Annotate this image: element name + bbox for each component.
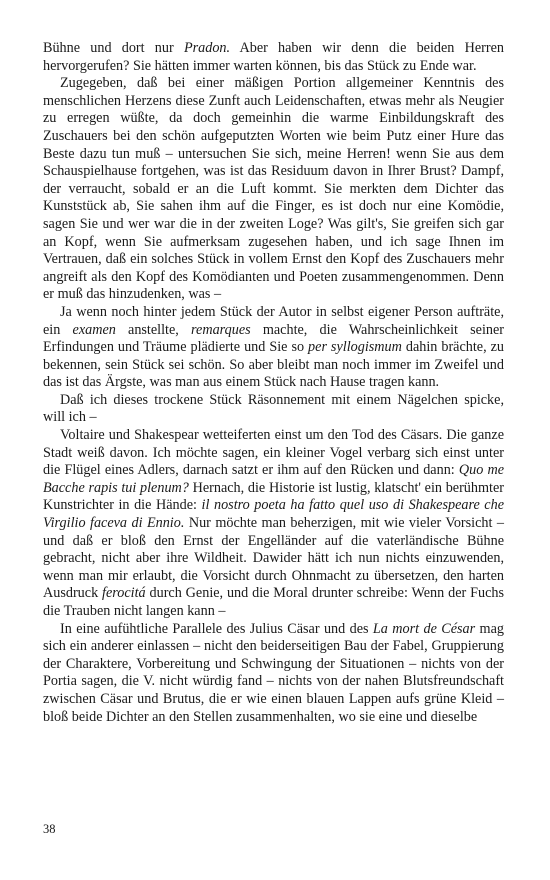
italic-text-run: Quo me Bacche rapis tui plenum? xyxy=(43,462,504,496)
text-run: Bühne und dort nur xyxy=(43,40,184,56)
italic-text-run: La mort de César xyxy=(372,620,476,637)
text-run: Ja wenn noch hinter jedem Stück der Autor in selbst eigener Person aufträte, ein xyxy=(43,303,504,338)
text-run: dahin brächte, zu bekennen, sein Stück sei schön. So aber bleibt man noch immer im Zweifel und das ist das Ärgste, was man aus einem Stück nach Hause tragen kann. xyxy=(43,339,505,391)
italic-text-run: per syllogismum xyxy=(308,339,402,356)
italic-text-run: remarques xyxy=(191,321,251,338)
text-run: Hernach, die Historie ist lustig, klatscht' ein berühmter Kunstrichter in die Hände: xyxy=(43,479,504,514)
text-run: durch Genie, und die Moral drunter schreibe: Wenn der Fuchs die Trauben nicht langen kann – xyxy=(43,585,504,619)
italic-text-run: ferocitá xyxy=(102,585,146,602)
page-number: 38 xyxy=(43,822,56,836)
text-run: Voltaire und Shakespear wetteiferten einst um den Tod des Cäsars. Die ganze Stadt weiß davon. Ich möchte sagen, ein kleiner Vogel verbarg sich einst unter die Flügel eines Adlers, darnach satzt er ihm auf den Rücken und dann: xyxy=(43,427,504,479)
paragraph xyxy=(43,621,504,727)
text-run: Nur möchte man beherzigen, mit wie vieler Vorsicht – und daß er bloß den Ernst der Engelländer auf die vaterländische Bühne gebracht, nicht aber ihre Wildheit. Dawider hätt ich nun nichts einzuwenden, wenn man mir erlaubt, die Vorsicht durch Ohnmacht zu übersetzen, den harten Ausdruck xyxy=(43,515,504,602)
italic-text-run: Pradon. xyxy=(183,40,231,56)
book-page-text xyxy=(43,40,504,726)
paragraph xyxy=(43,75,504,304)
text-run: anstellte, xyxy=(115,321,192,338)
text-run: Daß ich dieses trockene Stück Räsonnement mit einem Nägelchen spicke, will ich – xyxy=(43,391,504,426)
text-run: In eine aufühtliche Parallele des Julius Cäsar und des xyxy=(60,620,373,637)
text-run: machte, die Wahrscheinlichkeit seiner Erfindungen und Träume plädierte und Sie so xyxy=(43,321,505,356)
text-run: Zugegeben, daß bei einer mäßigen Portion allgemeiner Kenntnis des menschlichen Herzens diese Zunft auch Leidenschaften, etwas mehr als Neugier zu erregen wüßte, da doch gemeinhin die warme Einbildungskraft des Zuschauers bei den schön aufgeputzten Worten wie beim Putz einer Hure das Beste dazu tun muß – untersuchen Sie sich, meine Herren! wenn Sie aus dem Schauspielhause fortgehen, was ist das Residuum davon in Ihrer Brust? Dampf, der verraucht, sobald er an die Luft kommt. Sie merkten dem Dichter das Kunststück ab, Sie sahen ihm auf die Finger, es ist doch nur eine Komödie, sagen Sie und wer war die in der zweiten Loge? Was gilt's, Sie greifen sich gar an Kopf, wenn Sie aufmerksam zugesehen haben, und ich sage Ihnen im Vertrauen, daß ein solches Stück in vollem Ernst den Kopf des Zuschauers mehr angreift als den Kopf des Komödianten und Poeten zusammengenommen. Denn er muß das hinzudenken, was – xyxy=(43,75,504,303)
italic-text-run: il nostro poeta ha fatto quel uso di Shakespeare che Virgilio faceva di Ennio. xyxy=(43,497,504,532)
italic-text-run: examen xyxy=(72,321,116,338)
paragraph xyxy=(43,304,504,392)
paragraph xyxy=(43,427,504,621)
text-run: Aber haben wir denn die beiden Herren hervorgerufen? Sie hätten immer warten können, bis das Stück zu Ende war. xyxy=(43,40,504,74)
paragraph xyxy=(43,40,504,75)
paragraph xyxy=(43,392,504,427)
text-run: mag sich ein anderer einlassen – nicht den beiderseitigen Bau der Fabel, Gruppierung der Charaktere, Vorbereitung und Schwingung der Situationen – nichts von der Portia sagen, die V. nicht würdig fand – nichts von der nahen Blutsfreundschaft zwischen Cäsar und Brutus, die er wie einen blauen Lappen aufs grüne Kleid – bloß beide Dichter an den Stellen zusammenhalten, wo sie eine und dieselbe xyxy=(43,620,504,725)
